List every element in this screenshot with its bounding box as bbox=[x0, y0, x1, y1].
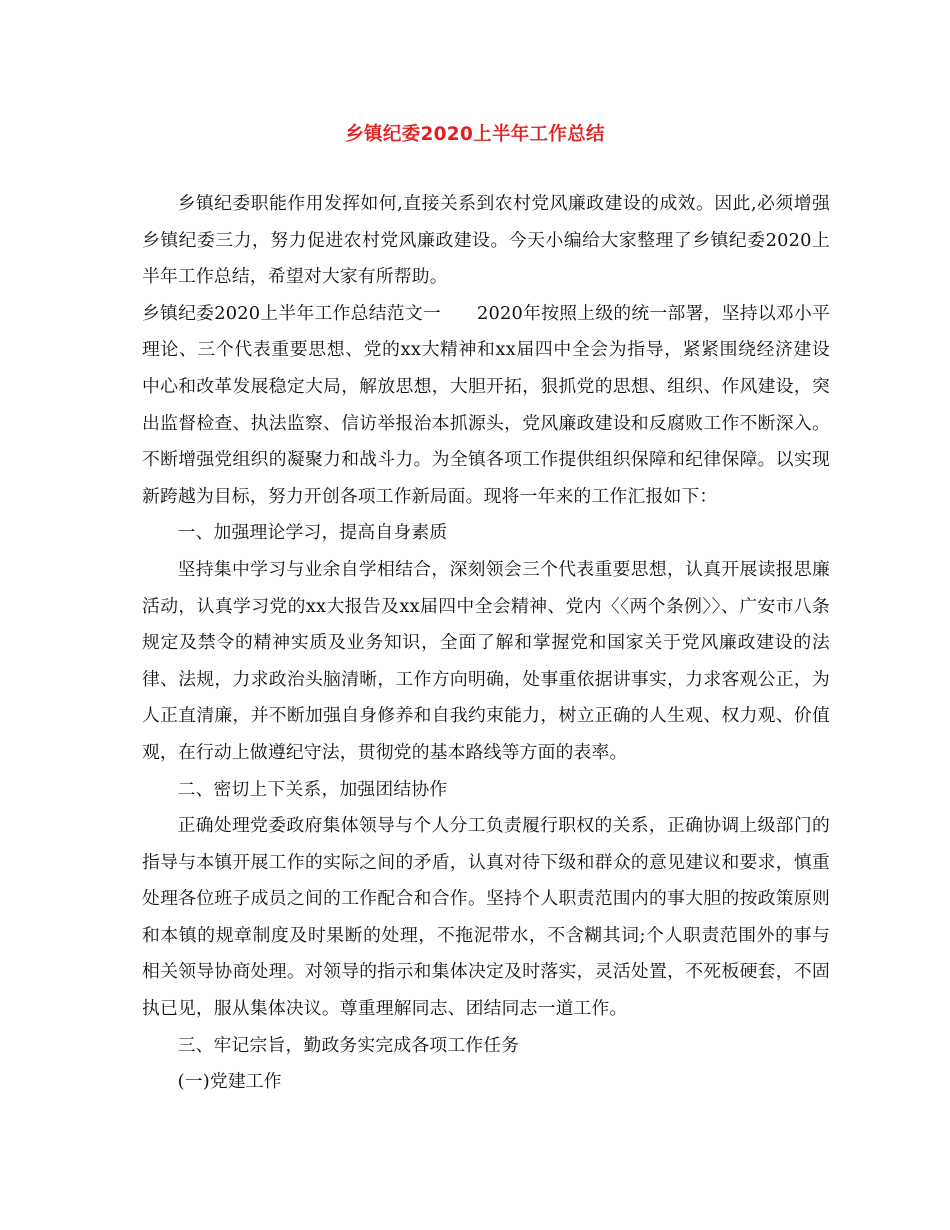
section-body-1: 坚持集中学习与业余自学相结合，深刻领会三个代表重要思想，认真开展读报思廉活动，认真学习党的xx大报告及xx届四中全会精神、党内〈〈两个条例〉〉、广安市八条规定及禁令的精神实质及业务知识，全面了解和掌握党和国家关于党风廉政建设的法律、法规，力求政治头脑清晰，工作方向明确，处事重依据讲事实，力求客观公正，为人正直清廉，并不断加强自身修养和自我约束能力，树立正确的人生观、权力观、价值观，在行动上做遵纪守法，贯彻党的基本路线等方面的表率。 bbox=[142, 558, 830, 763]
section-heading-3: 三、牢记宗旨，勤政务实完成各项工作任务 bbox=[177, 1034, 520, 1056]
section-heading-2: 二、密切上下关系，加强团结协作 bbox=[177, 778, 448, 800]
sample-paragraph bbox=[142, 296, 830, 516]
intro-paragraph: 乡镇纪委职能作用发挥如何,直接关系到农村党风廉政建设的成效。因此,必须增强乡镇纪委三力，努力促进农村党风廉政建设。今天小编给大家整理了乡镇纪委2020上半年工作总结，希望对大家有所帮助。 bbox=[142, 193, 830, 288]
document-title: 乡镇纪委2020上半年工作总结 bbox=[345, 124, 605, 145]
subsection-heading-1: (一)党建工作 bbox=[177, 1071, 282, 1093]
section-body-2: 正确处理党委政府集体领导与个人分工负责履行职权的关系，正确协调上级部门的指导与本镇开展工作的实际之间的矛盾，认真对待下级和群众的意见建议和要求，慎重处理各位班子成员之间的工作配合和合作。坚持个人职责范围内的事大胆的按政策原则和本镇的规章制度及时果断的处理，不拖泥带水，不含糊其词;个人职责范围外的事与相关领导协商处理。对领导的指示和集体决定及时落实，灵活处置，不死板硬套，不固执已见，服从集体决议。尊重理解同志、团结同志一道工作。 bbox=[142, 815, 830, 1020]
sample-text: 2020年按照上级的统一部署，坚持以邓小平理论、三个代表重要思想、党的xx大精神和xx届四中全会为指导，紧紧围绕经济建设中心和改革发展稳定大局，解放思想，大胆开拓，狠抓党的思想、组织、作风建设，突出监督检查、执法监察、信访举报治本抓源头，党风廉政建设和反腐败工作不断深入。不断增强党组织的凝聚力和战斗力。为全镇各项工作提供组织保障和纪律保障。以实现新跨越为目标，努力开创各项工作新局面。现将一年来的工作汇报如下： bbox=[142, 302, 830, 507]
section-heading-1: 一、加强理论学习，提高自身素质 bbox=[177, 522, 448, 544]
document-body bbox=[142, 186, 830, 1101]
sample-label: 乡镇纪委2020上半年工作总结范文一 bbox=[142, 302, 441, 324]
